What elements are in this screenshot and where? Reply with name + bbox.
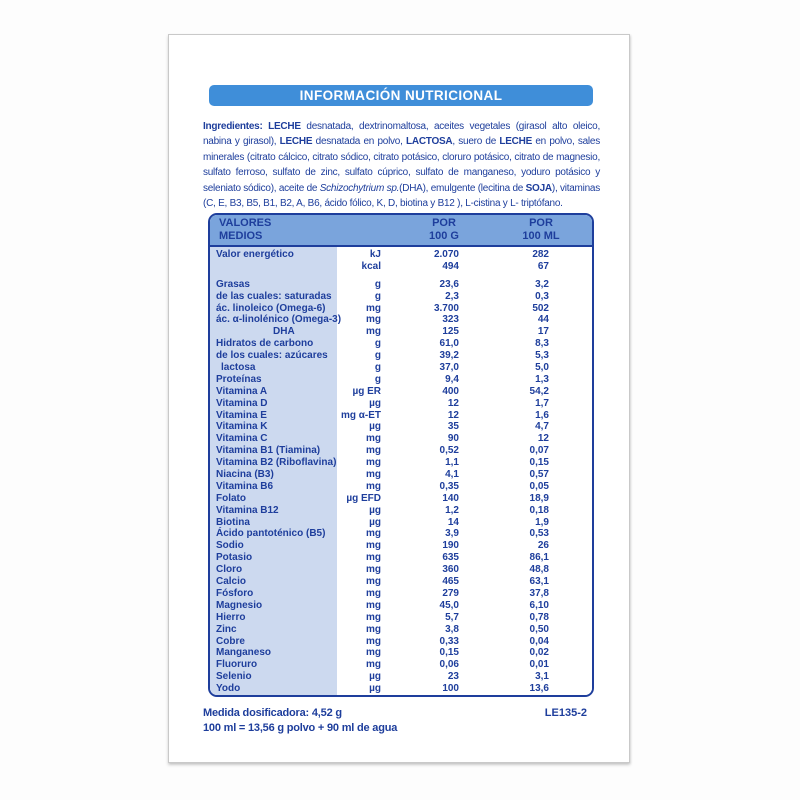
value-per-100g: 14	[447, 516, 459, 528]
unit-cell: mg	[366, 480, 381, 492]
table-row	[210, 249, 592, 261]
value-per-100g: 4,1	[445, 469, 459, 481]
table-row	[210, 421, 592, 433]
value-per-100g: 1,1	[445, 457, 459, 469]
ingredients-segment: , suero de	[452, 136, 500, 148]
value-per-100ml: 3,2	[535, 278, 549, 290]
value-per-100g: 45,0	[439, 599, 459, 611]
table-row	[210, 505, 592, 517]
table-row	[210, 624, 592, 636]
table-row	[210, 671, 592, 683]
nutrient-name: ác. linoleico (Omega-6)	[216, 302, 326, 314]
value-per-100ml: 0,01	[529, 659, 549, 671]
value-per-100ml: 17	[537, 326, 549, 338]
value-per-100g: 0,35	[439, 480, 459, 492]
value-per-100ml: 0,07	[529, 445, 549, 457]
unit-cell: mg	[366, 469, 381, 481]
preparation-note: 100 ml = 13,56 g polvo + 90 ml de agua	[203, 722, 398, 734]
value-per-100ml: 67	[537, 260, 549, 272]
value-per-100g: 23	[447, 671, 459, 683]
unit-cell: µg	[369, 683, 381, 695]
value-per-100ml: 37,8	[529, 587, 549, 599]
value-per-100g: 39,2	[439, 350, 459, 362]
unit-cell: g	[374, 278, 381, 290]
table-header-row	[210, 215, 592, 247]
value-per-100g: 0,52	[439, 445, 459, 457]
table-row	[210, 647, 592, 659]
nutrient-name: Cobre	[216, 635, 245, 647]
nutrient-name: Potasio	[216, 552, 253, 564]
value-per-100ml: 0,57	[529, 469, 549, 481]
table-row	[210, 374, 592, 386]
unit-cell: mg	[366, 314, 381, 326]
unit-cell: µg	[369, 516, 381, 528]
nutrient-name: de las cuales: saturadas	[216, 290, 332, 302]
value-per-100ml: 1,3	[535, 373, 549, 385]
ingredients-text	[203, 119, 600, 211]
value-per-100g: 100	[442, 683, 459, 695]
value-per-100g: 494	[442, 260, 459, 272]
column-header-valores-medios: VALORES MEDIOS	[219, 217, 272, 242]
value-per-100g: 5,7	[445, 611, 459, 623]
value-per-100g: 12	[447, 409, 459, 421]
ingredients-segment: en polvo, sales minerales (citrato cálcico, citrato sódico, citrato potásico, cloruro potásico, citrato de magnesio, sulfato ferroso, sulfato de zinc, sulfato cúprico, sulfato de manganeso, yoduro potásico y seleniato sódico), aceite de	[203, 136, 600, 194]
nutrient-name: Hierro	[216, 611, 246, 623]
table-row	[210, 600, 592, 612]
unit-cell: mg	[366, 623, 381, 635]
value-per-100ml: 1,9	[535, 516, 549, 528]
table-row	[210, 540, 592, 552]
table-row	[210, 338, 592, 350]
value-per-100g: 125	[442, 326, 459, 338]
value-per-100ml: 54,2	[529, 385, 549, 397]
value-per-100g: 400	[442, 385, 459, 397]
table-row	[210, 291, 592, 303]
column-header-por-100ml: POR 100 ML	[522, 217, 560, 242]
nutrient-name: Selenio	[216, 671, 252, 683]
value-per-100ml: 44	[537, 314, 549, 326]
value-per-100g: 3,9	[445, 528, 459, 540]
value-per-100ml: 6,10	[529, 599, 549, 611]
ingredients-segment: ), vitaminas (C, E, B3, B5, B1, B2, A, B6, ácido fólico, K, D, biotina y B12 ), L-cistina y L- triptófano.	[203, 182, 600, 210]
value-per-100ml: 12	[537, 433, 549, 445]
value-per-100ml: 282	[532, 249, 549, 260]
value-per-100ml: 3,1	[535, 671, 549, 683]
nutrient-name: Folato	[216, 492, 246, 504]
ingredients-segment: LECHE	[279, 136, 313, 148]
value-per-100ml: 48,8	[529, 564, 549, 576]
nutrient-name: Sodio	[216, 540, 244, 552]
unit-cell: mg	[366, 445, 381, 457]
value-per-100g: 2.070	[433, 249, 459, 260]
value-per-100ml: 86,1	[529, 552, 549, 564]
ingredients-segment: desnatada en polvo,	[312, 136, 406, 148]
unit-cell: mg	[366, 647, 381, 659]
value-per-100g: 360	[442, 564, 459, 576]
nutrient-name: Vitamina B6	[216, 480, 274, 492]
table-row	[210, 659, 592, 671]
nutrition-info-banner	[209, 85, 593, 106]
value-per-100ml: 1,7	[535, 397, 549, 409]
table-row	[210, 588, 592, 600]
table-row	[210, 350, 592, 362]
table-row	[210, 303, 592, 315]
nutrient-name: Ácido pantoténico (B5)	[216, 528, 326, 540]
unit-cell: µg EFD	[346, 492, 381, 504]
nutrient-name: Proteínas	[216, 373, 262, 385]
value-per-100g: 9,4	[445, 373, 459, 385]
table-row	[210, 481, 592, 493]
unit-cell: mg	[366, 540, 381, 552]
value-per-100ml: 26	[537, 540, 549, 552]
unit-cell: mg	[366, 326, 381, 338]
nutrient-name: de los cuales: azúcares	[216, 350, 328, 362]
nutrient-name: Calcio	[216, 576, 247, 588]
nutrient-name: Hidratos de carbono	[216, 338, 314, 350]
value-per-100g: 2,3	[445, 290, 459, 302]
ingredients-segment: Ingredientes:	[203, 121, 269, 132]
nutrient-name: Vitamina B1 (Tiamina)	[216, 445, 321, 457]
table-row	[210, 445, 592, 457]
nutrient-name: lactosa	[221, 362, 256, 374]
value-per-100g: 12	[447, 397, 459, 409]
table-row	[210, 457, 592, 469]
table-row	[210, 517, 592, 529]
unit-cell: kJ	[369, 249, 381, 260]
nutrient-name: Vitamina D	[216, 397, 268, 409]
batch-code: LE135-2	[544, 707, 587, 719]
table-body	[210, 247, 592, 695]
value-per-100g: 0,06	[439, 659, 459, 671]
nutrient-name: Vitamina E	[216, 409, 267, 421]
table-row	[210, 683, 592, 695]
value-per-100g: 61,0	[439, 338, 459, 350]
nutrient-name: Vitamina B2 (Riboflavina)	[216, 457, 337, 469]
table-row	[210, 552, 592, 564]
nutrient-name: Fluoruro	[216, 659, 258, 671]
value-per-100ml: 0,04	[529, 635, 549, 647]
value-per-100ml: 0,18	[529, 504, 549, 516]
nutrient-name: Zinc	[216, 623, 237, 635]
unit-cell: g	[374, 350, 381, 362]
unit-cell: mg	[366, 552, 381, 564]
value-per-100g: 1,2	[445, 504, 459, 516]
nutrient-name: Niacina (B3)	[216, 469, 274, 481]
ingredients-segment: (DHA), emulgente (lecitina de	[399, 182, 526, 194]
nutrient-name: Vitamina C	[216, 433, 268, 445]
value-per-100ml: 0,78	[529, 611, 549, 623]
table-row	[210, 410, 592, 422]
value-per-100ml: 4,7	[535, 421, 549, 433]
nutrition-table	[208, 213, 594, 697]
value-per-100ml: 0,15	[529, 457, 549, 469]
unit-cell: g	[374, 373, 381, 385]
value-per-100g: 323	[442, 314, 459, 326]
table-row	[210, 528, 592, 540]
unit-cell: mg	[366, 635, 381, 647]
value-per-100g: 3.700	[433, 302, 459, 314]
unit-cell: µg ER	[352, 385, 381, 397]
value-per-100ml: 502	[532, 302, 549, 314]
unit-cell: µg	[369, 397, 381, 409]
value-per-100ml: 5,3	[535, 350, 549, 362]
ingredients-segment: LECHE	[499, 136, 533, 148]
table-row	[210, 612, 592, 624]
unit-cell: mg	[366, 528, 381, 540]
ingredients-segment: SOJA	[525, 182, 552, 194]
value-per-100g: 140	[442, 492, 459, 504]
unit-cell: mg	[366, 302, 381, 314]
nutrient-name: Vitamina K	[216, 421, 268, 433]
nutrient-name: ác. α-linolénico (Omega-3)	[216, 314, 342, 326]
value-per-100ml: 5,0	[535, 362, 549, 374]
nutrition-info-title: INFORMACIÓN NUTRICIONAL	[299, 88, 503, 103]
unit-cell: mg	[366, 611, 381, 623]
table-row	[210, 576, 592, 588]
value-per-100g: 37,0	[439, 362, 459, 374]
unit-cell: mg α-ET	[340, 409, 381, 421]
nutrient-name: DHA	[273, 326, 295, 338]
value-per-100ml: 0,05	[529, 480, 549, 492]
nutrient-name: Vitamina A	[216, 385, 268, 397]
nutrient-name: Grasas	[216, 278, 250, 290]
table-row	[210, 279, 592, 291]
unit-cell: g	[374, 290, 381, 302]
value-per-100g: 465	[442, 576, 459, 588]
value-per-100ml: 0,53	[529, 528, 549, 540]
table-row	[210, 362, 592, 374]
unit-cell: mg	[366, 564, 381, 576]
value-per-100ml: 0,3	[535, 290, 549, 302]
value-per-100ml: 63,1	[529, 576, 549, 588]
column-header-por-100g: POR 100 G	[429, 217, 459, 242]
value-per-100g: 23,6	[439, 278, 459, 290]
nutrient-name: Yodo	[216, 683, 241, 695]
nutrient-name: Fósforo	[216, 587, 254, 599]
unit-cell: mg	[366, 576, 381, 588]
ingredients-segment: LACTOSA	[405, 136, 453, 148]
table-row	[210, 314, 592, 326]
value-per-100g: 3,8	[445, 623, 459, 635]
unit-cell: mg	[366, 659, 381, 671]
nutrient-name: Valor energético	[216, 249, 294, 260]
unit-cell: mg	[366, 599, 381, 611]
value-per-100g: 35	[447, 421, 459, 433]
dosing-scoop-note: Medida dosificadora: 4,52 g	[203, 707, 342, 719]
table-row	[210, 636, 592, 648]
unit-cell: µg	[369, 421, 381, 433]
value-per-100g: 0,15	[439, 647, 459, 659]
nutrient-name: Cloro	[216, 564, 243, 576]
nutrition-label-panel	[168, 34, 630, 763]
unit-cell: µg	[369, 671, 381, 683]
table-row	[210, 398, 592, 410]
nutrient-name: Manganeso	[216, 647, 272, 659]
value-per-100ml: 1,6	[535, 409, 549, 421]
nutrient-name: Vitamina B12	[216, 504, 279, 516]
table-row	[210, 386, 592, 398]
value-per-100ml: 18,9	[529, 492, 549, 504]
value-per-100ml: 0,50	[529, 623, 549, 635]
unit-cell: mg	[366, 433, 381, 445]
value-per-100ml: 8,3	[535, 338, 549, 350]
table-row	[210, 564, 592, 576]
value-per-100g: 635	[442, 552, 459, 564]
unit-cell: µg	[369, 504, 381, 516]
unit-cell: mg	[366, 587, 381, 599]
value-per-100ml: 0,02	[529, 647, 549, 659]
nutrient-name: Magnesio	[216, 599, 263, 611]
value-per-100g: 90	[447, 433, 459, 445]
value-per-100g: 279	[442, 587, 459, 599]
unit-cell: kcal	[361, 260, 381, 272]
ingredients-segment: LECHE	[268, 121, 301, 132]
value-per-100g: 0,33	[439, 635, 459, 647]
ingredients-segment: desnatada, dextrinomaltosa, aceites vegetales (girasol alto oleico, nabina y girasol),	[203, 121, 600, 148]
nutrient-name: Biotina	[216, 516, 250, 528]
value-per-100g: 190	[442, 540, 459, 552]
table-row	[210, 261, 592, 273]
unit-cell: g	[374, 362, 381, 374]
unit-cell: g	[374, 338, 381, 350]
ingredients-segment: Schizochytrium sp.	[319, 182, 400, 194]
table-row	[210, 469, 592, 481]
value-per-100ml: 13,6	[529, 683, 549, 695]
table-row	[210, 493, 592, 505]
table-row	[210, 326, 592, 338]
table-row	[210, 433, 592, 445]
unit-cell: mg	[366, 457, 381, 469]
